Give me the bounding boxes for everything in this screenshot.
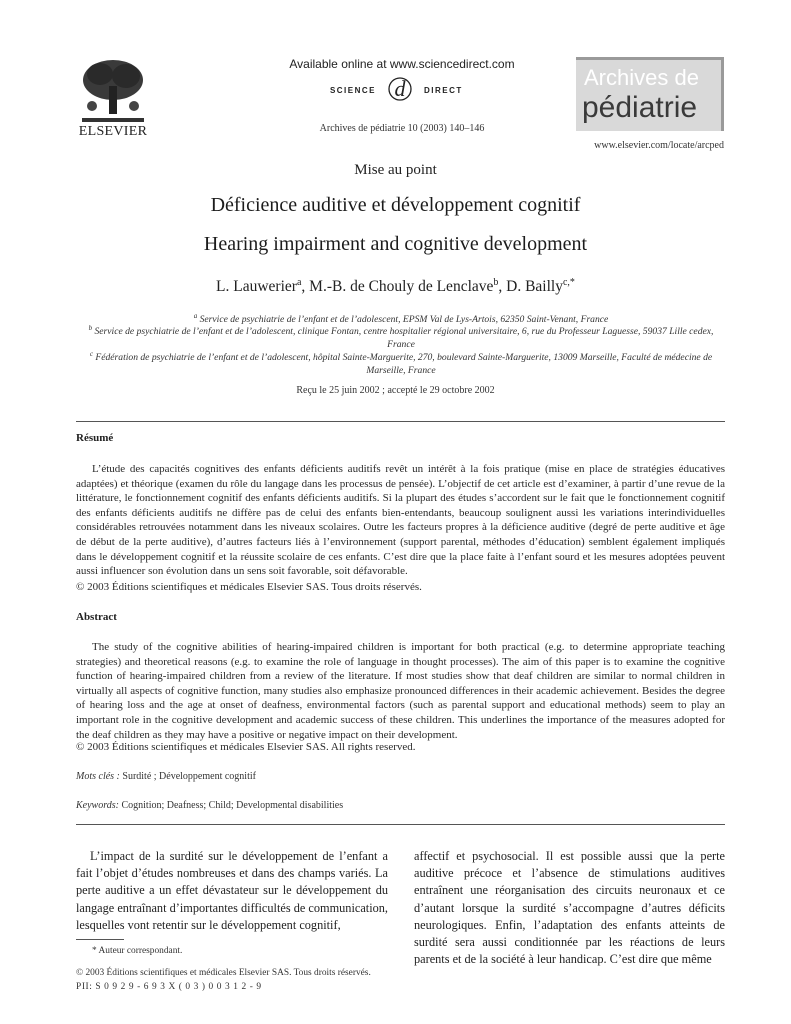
svg-text:Archives de: Archives de	[584, 65, 699, 90]
author-affiliation-mark[interactable]: b	[493, 277, 499, 288]
author-separator: ,	[498, 278, 507, 296]
author-separator: ,	[301, 278, 310, 296]
journal-citation: Archives de pédiatrie 10 (2003) 140–146	[319, 123, 485, 134]
affiliation-mark: b	[88, 324, 93, 332]
journal-url-link[interactable]: www.elsevier.com/locate/arcped	[594, 140, 724, 151]
corresponding-author-footnote: * Auteur correspondant.	[92, 946, 183, 956]
body-column-right: affectif et psychosocial. Il est possible aussi que la perte auditive précoce et l’absence de stimulations auditives entraînent une réorganisation des circuits neuronaux et ce d’autant lorsque la surdité s’accompagne d’autres déficits neurologiques. Enfin, l’adaptation des enfants atteints de surdité sera aussi conditionnée par les réactions de leurs parents et de la société à leur handicap. C’est dire que même	[414, 849, 725, 967]
svg-text:d: d	[394, 76, 406, 101]
author-name: M.-B. de Chouly de Lenclave	[309, 278, 494, 296]
resume-paragraph: L’étude des capacités cognitives des enfants déficients auditifs revêt un intérêt à la fois pratique (mise en place de stratégies éducatives adaptées) et théorique (examen du rôle du langage dans les processus de pensée). L’objectif de cet article est d’examiner, à partir d’une revue de la littérature, le fonctionnement cognitif des enfants déficients auditifs. Si la plupart des études s’accordent sur le fait que le fonctionnement cognitif des enfants déficients auditifs ne diffère pas de celui des enfants bien-entendants, beaucoup soulignent aussi les variations interindividuelles considérables retrouvées notamment dans les niveaux scolaires. Outre les facteurs propres à la déficience auditive (degré de perte auditive et âge de début de la perte auditive), d’autres facteurs liés à l’environnement (support parental, méthodes d’éducation) semblent également impliqués dans le développement cognitif et la réussite scolaire de ces enfants. C’est dire que la place faite à l’enfant sourd et les mesures adoptées peuvent aussi influencer son évolution dans un sens soit favorable, soit défavorable.	[76, 463, 725, 578]
title-english: Hearing impairment and cognitive development	[203, 233, 588, 255]
title-french: Déficience auditive et développement cognitif	[210, 194, 581, 216]
affiliation-mark: a	[193, 312, 198, 320]
abstract-heading: Abstract	[76, 611, 117, 623]
abstract-copyright: © 2003 Éditions scientifiques et médicales Elsevier SAS. All rights reserved.	[76, 741, 416, 753]
svg-text:pédiatrie: pédiatrie	[582, 91, 698, 124]
mots-cles-line	[76, 771, 256, 782]
affiliation-text: Service de psychiatrie de l’enfant et de l’adolescent, EPSM Val de Lys-Artois, 62350 Saint-Venant, France	[199, 314, 609, 326]
author-list	[0, 277, 791, 296]
journal-logo	[576, 57, 724, 131]
author-name: D. Bailly	[506, 278, 563, 296]
resume-copyright: © 2003 Éditions scientifiques et médicales Elsevier SAS. Tous droits réservés.	[76, 581, 422, 593]
affiliation-text: Service de psychiatrie de l’enfant et de l’adolescent, clinique Fontan, centre hospitalier régional universitaire, 6, rue du Professeur Laguesse, 59037 Lille cedex, France	[94, 326, 714, 351]
resume-heading: Résumé	[76, 432, 114, 444]
author-affiliation-mark[interactable]: a	[296, 277, 302, 288]
affiliation-c	[88, 348, 714, 377]
publisher-name: ELSEVIER	[78, 124, 148, 139]
affiliation-mark: c	[89, 350, 93, 358]
article-type: Mise au point	[354, 162, 437, 178]
sciencedirect-logo	[310, 74, 490, 104]
abstract-paragraph: The study of the cognitive abilities of hearing-impaired children is important for both practical (e.g. to determine appropriate teaching strategies) and theoretical reasons (e.g. to examine the role of language in thought processes). The aim of this paper is to examine the cognitive function of hearing-impaired children from a review of the literature. If most studies show that deaf children are similar to normal children in virtually all aspects of cognitive function, many studies also emphasize pronounced differences in their academic achievement. Besides the degree of hearing loss and the age at onset of deafness, environmental factors (such as parental support and educational methods) seem to play an important role in the cognitive development and academic success of these children. This underlines the importance of the measures adopted for the deaf children as they may have a positive or negative impact on their development.	[76, 641, 725, 741]
svg-text:SCIENCE: SCIENCE	[329, 86, 376, 95]
keywords-line	[76, 800, 343, 811]
svg-text:DIRECT: DIRECT	[424, 86, 463, 95]
divider	[76, 421, 725, 422]
author-name: L. Lauwerier	[216, 278, 297, 296]
mots-cles-values: Surdité ; Développement cognitif	[122, 771, 256, 782]
affiliation-text: Fédération de psychiatrie de l’enfant et de l’adolescent, hôpital Sainte-Marguerite, 270, boulevard Sainte-Marguerite, 13009 Marseille, Faculté de médecine de Marseille, France	[95, 352, 713, 377]
keywords-label: Keywords:	[76, 800, 119, 811]
mots-cles-label: Mots clés :	[76, 771, 120, 782]
author-affiliation-mark[interactable]: c,*	[562, 277, 575, 288]
body-column-left: L’impact de la surdité sur le développement de l’enfant a fait l’objet d’études nombreuses et dans des champs variés. La perte auditive a un effet dévastateur sur le développement du langage entraînant d’importantes difficultés de communication, lesquelles vont retentir sur le développement cognitif,	[76, 849, 388, 932]
received-dates: Reçu le 25 juin 2002 ; accepté le 29 octobre 2002	[296, 385, 495, 396]
affiliation-b	[88, 322, 714, 351]
footer-copyright: © 2003 Éditions scientifiques et médicales Elsevier SAS. Tous droits réservés.	[76, 968, 371, 978]
keywords-values: Cognition; Deafness; Child; Developmental disabilities	[121, 800, 344, 811]
pii-identifier: PII: S 0 9 2 9 - 6 9 3 X ( 0 3 ) 0 0 3 1 2 - 9	[76, 982, 262, 992]
available-online-text: Available online at www.sciencedirect.com	[289, 57, 515, 71]
divider	[76, 824, 725, 825]
footnote-divider	[76, 939, 124, 940]
